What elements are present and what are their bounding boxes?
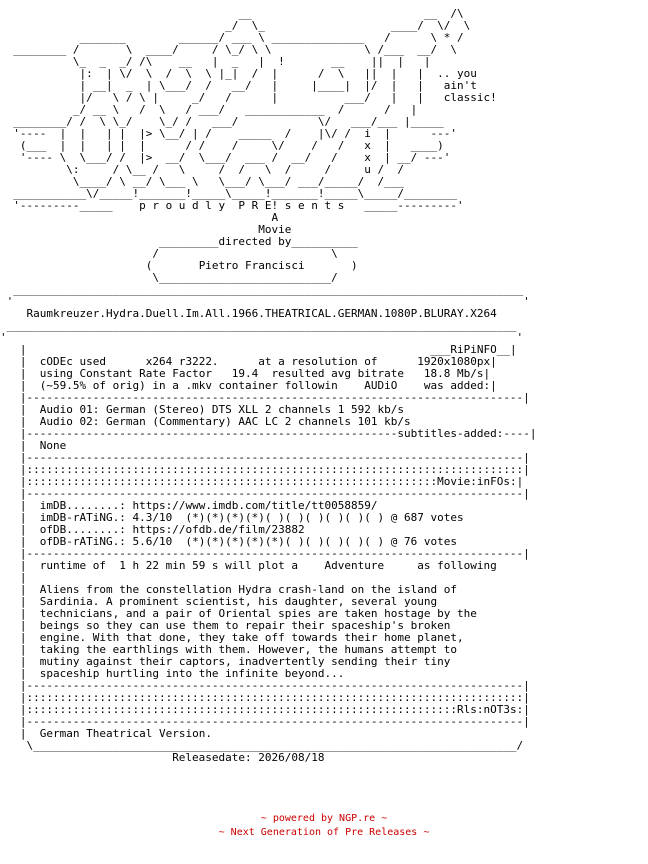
ripinfo-label: RiPiNFO	[450, 343, 497, 356]
ripinfo-line-crf: using Constant Rate Factor 19.4 resulted avg bitrate 18.8 Mb/s	[39, 367, 484, 380]
logo-line: ________/ / \ \_/ \_/ / ___/ \/ ___/___ |_____	[0, 115, 444, 128]
logo-line: ___________\/_____!_______!_____\_____!_______!_____\_____/________	[0, 187, 457, 200]
runtime-line: runtime of 1 h 22 min 59 s will plot a Adventure as following	[39, 559, 497, 572]
movieinfo-label: Movie:inFOs:	[437, 475, 517, 488]
logo-line: __ __ /\	[0, 8, 464, 20]
subtitles-label: subtitles-added:	[397, 427, 504, 440]
logo-line: '---- \ \___/ / |> __/ \___/ ___ / __/ / x | __/ ---'	[0, 151, 451, 164]
logo-line: |: | \/ \ / \ \ |_| / | / \ || | | .. you	[0, 67, 477, 80]
logo-line: (___ | | | | | / / / \/ / / x | ____)	[0, 139, 444, 152]
plot-line: beings so they can use them to repair their spaceship's broken	[39, 619, 451, 632]
plot-line: Aliens from the constellation Hydra crash-land on the island of	[39, 583, 457, 596]
plot-line: taking the earthlings with them. However, the humans attempt to	[39, 643, 457, 656]
imdb-rating: imDB-rATiNG.: 4.3/10 (*)(*)(*)(*)( )( )( )( )( )( ) @ 687 votes	[39, 511, 464, 524]
logo-line: \: / \__ / \ / / \ / / u / /	[0, 163, 404, 176]
plot-line: engine. With that done, they take off towards their home planet,	[39, 631, 464, 644]
logo-line: |/ \ / \ | _/ / | ___/ | | classic!	[0, 91, 497, 104]
plot-line: technicians, and a pair of Oriental spies are taken hostage by the	[39, 607, 477, 620]
header-movie: Movie	[258, 223, 292, 236]
header-directed-by: directed by	[218, 235, 292, 248]
notes-text: German Theatrical Version.	[39, 727, 212, 740]
ripinfo-line-codec: cODEc used x264 r3222. at a resolution of 1920x1080px	[39, 355, 491, 368]
logo-line: _/ \_ ____/ \/ \	[0, 19, 471, 32]
footer	[0, 812, 648, 840]
ofdb-url: ofDB........: https://ofdb.de/film/23882	[39, 523, 305, 536]
release-date: Releasedate: 2026/08/18	[172, 751, 325, 764]
ripinfo-line-container: (~59.5% of orig) in a .mkv container followin AUDiO was added:	[39, 379, 491, 392]
audio-track-1: Audio 01: German (Stereo) DTS XLL 2 channels 1 592 kb/s	[39, 403, 404, 416]
release-name: Raumkreuzer.Hydra.Duell.Im.All.1966.THEATRICAL.GERMAN.1080P.BLURAY.X264	[26, 307, 497, 320]
logo-line: '---------_____ p r o u d l y P R E! s e n t s _____---------'	[0, 199, 464, 212]
footer-tagline: ~ Next Generation of Pre Releases ~	[218, 827, 430, 838]
logo-art	[0, 8, 497, 212]
audio-track-2: Audio 02: German (Commentary) AAC LC 2 channels 101 kb/s	[39, 415, 411, 428]
ofdb-rating: ofDB-rATiNG.: 5.6/10 (*)(*)(*)(*)(*)( )( )( )( )( ) @ 76 votes	[39, 535, 457, 548]
logo-line: | __| _ | \___/ / __/ | |____| |/ | | ain't	[0, 79, 477, 92]
footer-powered-by: ~ powered by NGP.re ~	[260, 813, 388, 824]
subtitles-value: None	[39, 439, 67, 452]
logo-line: \____/ \ __/ \___ \ \___/ \___/ ___/_____/ /___	[0, 175, 404, 188]
notes-label: Rls:nOT3s	[456, 703, 517, 716]
logo-line: '---- | | | | |> \__/ | / _____ / |\/ / i | ---'	[0, 127, 457, 140]
director-name: Pietro Francisci	[198, 259, 305, 272]
imdb-url: imDB........: https://www.imdb.com/title/tt0058859/	[39, 499, 378, 512]
logo-line: _/ __ \ / \ / ___/ ____________ / / |	[0, 103, 418, 116]
logo-line: ________ / \ ____/ / \_/ \ \ \ /___ __/ \	[0, 43, 457, 56]
logo-line: _______ ______/ ___ \ ______________ / \ * /	[0, 31, 464, 44]
plot-line: mutiny against their captors, inadvertently sending their tiny	[39, 655, 451, 668]
header-a: A	[271, 211, 279, 224]
logo-line: \_ _ _/ /\ __ | _ | ! __ || | |	[0, 55, 444, 68]
plot-line: Sardinia. A prominent scientist, his daughter, several young	[39, 595, 438, 608]
nfo-document: __ __ /\ _/ \_ ____/ \/ \ _______ ______/ ___ \ ______________ / \ * / ________ / \ ____/ / \_/ \ \ \ /___ __/ \ \_ _ _/ /\ __ | _ | ! __ || | | |: | \/ \ / \ \ |_| / | / \ || | | .. you | __| _ | \___/ / __/ | |____| |/ | | ain't |/ \ / \ | _/ / | ___/ | | classic! _/ __ \ / \ / ___/ ____________ / / | ________/ / \ \_/ \_/ / ___/ \/ ___/___ |_____ '---- | | | | |> \__/ | / _____ / |\/ / i | ---' (___ | | | | | / / / \/ / / x | ____) '---- \ \___/ / |> __/ \___/ ___ / __/ / x | __/ ---' \: / \__ / \ / / \ / / u / / \____/ \ __/ \___ \ \___/ \___/ ___/_____/ /___ ___________\/_____!_______!_____\_____!_______!_____\_____/________ '---------_____ p r o u d l y P R E! s e n t s _____---------' A Movie _________directed by__________ / \ ( Pietro Francisci ) \__________________________/ _____________________________________________________________________________ ' ' Raumkreuzer.Hydra.Duell.Im.All.1966.THEATRICAL.GERMAN.1080P.BLURAY.X264 _____________________________________________________________________________ ' ' | ___RiPiNFO__| | cODEc used x264 r3222. at a resolution of 1920x1080px| | using Constant Rate Factor 19.4 resulted avg bitrate 18.8 Mb/s| | (~59.5% of orig) in a .mkv container followin AUDiO was added:| |---------------------------------------------------------------------------| | Audio 01: German (Stereo) DTS XLL 2 channels 1 592 kb/s | Audio 02: German (Commentary) AAC LC 2 channels 101 kb/s |--------------------------------------------------------subtitles-added:----| | None |---------------------------------------------------------------------------| |:::::::::::::::::::::::::::::::::::::::::::::::::::::::::::::::::::::::::::| |::::::::::::::::::::::::::::::::::::::::::::::::::::::::::::::Movie:inFOs:| |---------------------------------------------------------------------------| | imDB........: https://www.imdb.com/title/tt0058859/ | imDB-rATiNG.: 4.3/10 (*)(*)(*)(*)( )( )( )( )( )( ) @ 687 votes | ofDB........: https://ofdb.de/film/23882 | ofDB-rATiNG.: 5.6/10 (*)(*)(*)(*)(*)( )( )( )( )( ) @ 76 votes |---------------------------------------------------------------------------| | runtime of 1 h 22 min 59 s will plot a Adventure as following | | Aliens from the constellation Hydra crash-land on the island of | Sardinia. A prominent scientist, his daughter, several young | technicians, and a pair of Oriental spies are taken hostage by the | beings so they can use them to repair their spaceship's broken | engine. With that done, they take off towards their home planet, | taking the earthlings with them. However, the humans attempt to | mutiny against their captors, inadvertently sending their tiny | spaceship hurtling into the infinite beyond... |---------------------------------------------------------------------------| |:::::::::::::::::::::::::::::::::::::::::::::::::::::::::::::::::::::::::::| |:::::::::::::::::::::::::::::::::::::::::::::::::::::::::::::::::Rls:nOT3s:| |---------------------------------------------------------------------------| | German Theatrical Version. \_________________________________________________________________________/ Releasedate: 2026/08/18	[0, 8, 537, 764]
plot-line: spaceship hurtling into the infinite beyond...	[39, 667, 345, 680]
